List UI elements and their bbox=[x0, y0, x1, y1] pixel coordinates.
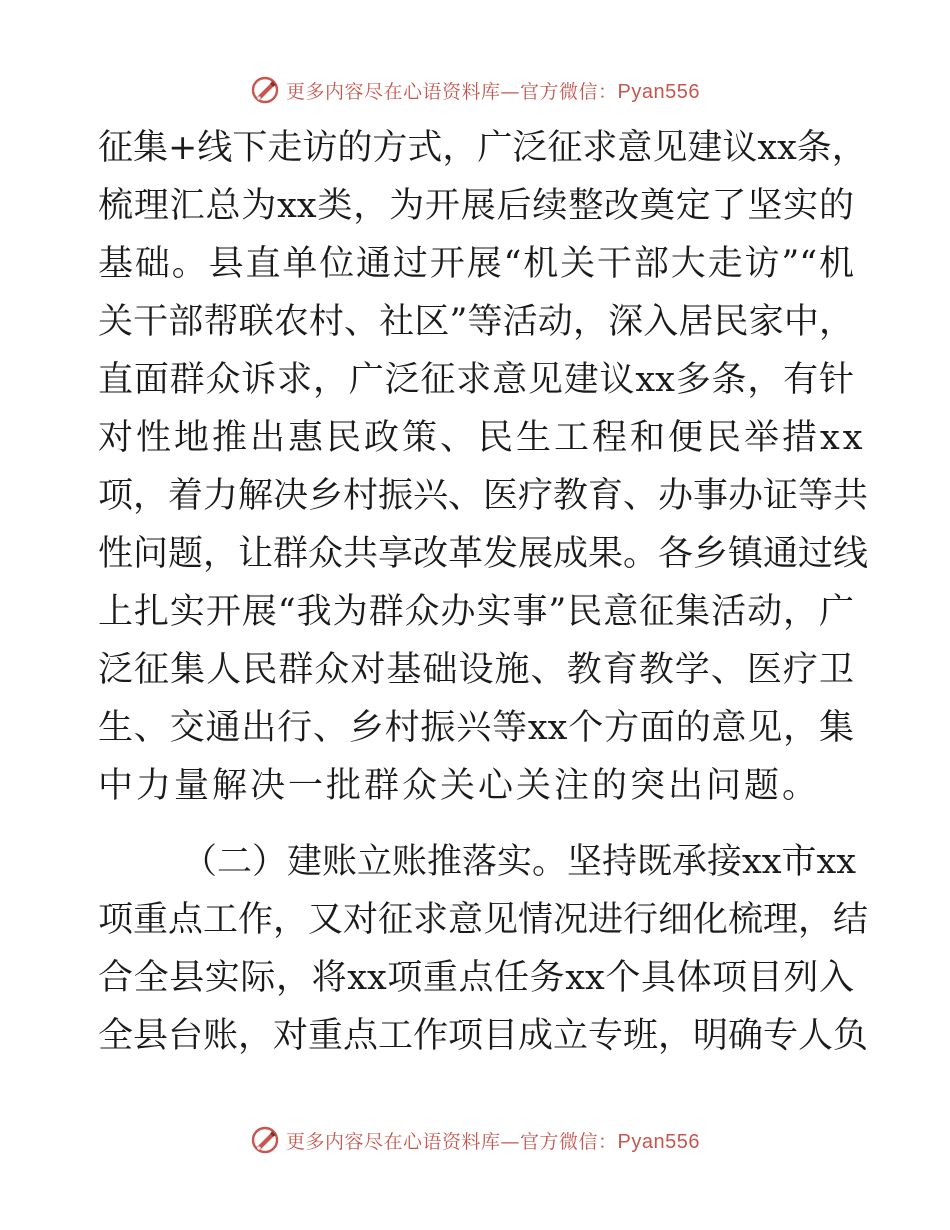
paragraph-2-line-3: 合全县实际，将xx项重点任务xx个具体项目列入 bbox=[98, 958, 854, 998]
paragraph-2-line-4: 全县台账，对重点工作项目成立专班，明确专人负 bbox=[98, 1016, 869, 1056]
paragraph-1-line-8: 性问题，让群众共享改革发展成果。各乡镇通过线 bbox=[98, 534, 869, 574]
watermark-contact-label: 官方微信： bbox=[520, 1130, 618, 1153]
paragraph-1-line-2: 梳理汇总为xx类，为开展后续整改奠定了坚实的 bbox=[98, 186, 854, 226]
paragraph-1-line-6: 对性地推出惠民政策、民生工程和便民举措xx bbox=[98, 418, 866, 458]
paragraph-2-line-2: 项重点工作，又对征求意见情况进行细化梳理，结 bbox=[98, 900, 869, 940]
watermark-contact-id: Pyan556 bbox=[617, 80, 700, 103]
paragraph-1-line-3: 基础。县直单位通过开展“机关干部大走访”“机 bbox=[98, 244, 854, 284]
footer-watermark bbox=[0, 1122, 950, 1158]
watermark-text bbox=[286, 77, 700, 104]
watermark-dash: — bbox=[500, 80, 521, 103]
watermark-contact-id: Pyan556 bbox=[617, 1130, 700, 1153]
watermark-main-text: 更多内容尽在心语资料库 bbox=[286, 80, 501, 103]
paragraph-1-line-10: 泛征集人民群众对基础设施、教育教学、医疗卫 bbox=[98, 650, 854, 690]
paragraph-1-line-5: 直面群众诉求，广泛征求意见建议xx多条，有针 bbox=[98, 360, 854, 400]
paragraph-1-line-12: 中力量解决一批群众关心关注的突出问题。 bbox=[98, 766, 821, 806]
paragraph-1-line-1: 征集+线下走访的方式，广泛征求意见建议xx条， bbox=[98, 128, 867, 168]
paragraph-1-line-7: 项，着力解决乡村振兴、医疗教育、办事办证等共 bbox=[98, 476, 869, 516]
watermark-main-text: 更多内容尽在心语资料库 bbox=[286, 1130, 501, 1153]
watermark-text bbox=[286, 1127, 700, 1154]
paragraph-2-line-1: （二）建账立账推落实。坚持既承接xx市xx bbox=[182, 842, 856, 882]
red-pen-logo-icon bbox=[250, 1125, 280, 1155]
watermark-dash: — bbox=[500, 1130, 521, 1153]
paragraph-1-line-9: 上扎实开展“我为群众办实事”民意征集活动，广 bbox=[98, 592, 854, 632]
paragraph-1-line-4: 关干部帮联农村、社区”等活动，深入居民家中， bbox=[98, 302, 854, 342]
red-pen-logo-icon bbox=[250, 75, 280, 105]
paragraph-1-line-11: 生、交通出行、乡村振兴等xx个方面的意见，集 bbox=[98, 708, 854, 748]
watermark-contact-label: 官方微信： bbox=[520, 80, 618, 103]
header-watermark bbox=[0, 72, 950, 108]
